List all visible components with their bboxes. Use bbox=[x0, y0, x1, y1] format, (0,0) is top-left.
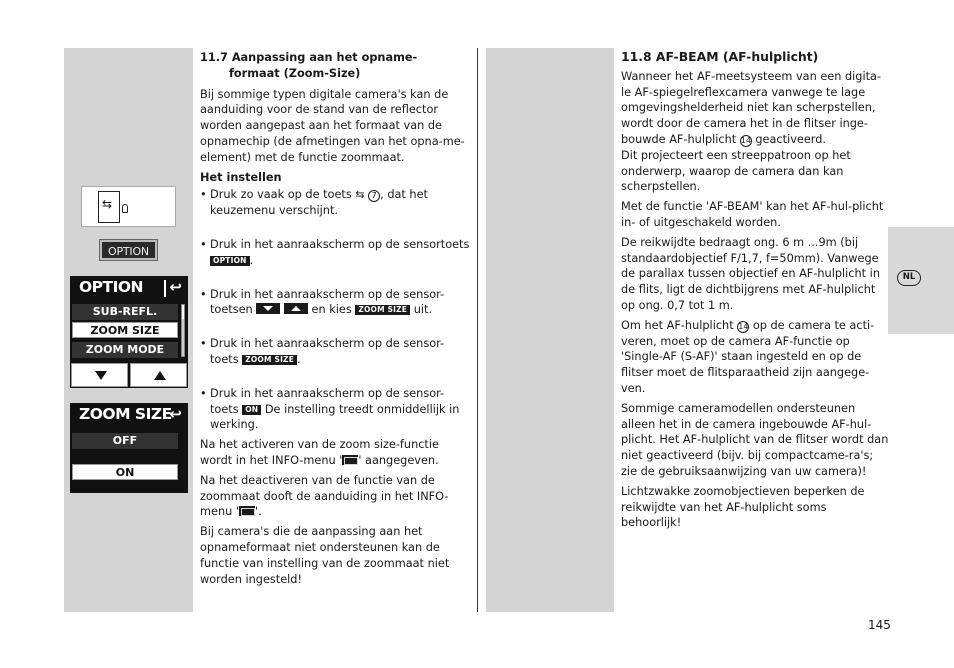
deactivate-paragraph: Na het deactiveren van de functie van de zoommaat dooft de aanduiding in het INFO-menu ' '. bbox=[200, 473, 449, 519]
return-icon[interactable]: ↩ bbox=[169, 405, 182, 423]
up-arrow-icon bbox=[154, 371, 166, 380]
intro-paragraph: Bij sommige typen digitale camera's kan de aanduiding voor de stand van de reflector worden aangepast aan het formaat van de opnamechip (de afmetingen van het opna-me-element) met de functie zoommaat. bbox=[200, 87, 465, 164]
panel-title: ZOOM SIZE bbox=[79, 405, 172, 423]
unsupported-paragraph: Bij camera's die de aanpassing aan het opnameformaat niet ondersteunen kan de functie van instelling van de zoommaat niet worden ingesteld! bbox=[200, 525, 450, 586]
zoom-size-info-icon bbox=[239, 506, 255, 516]
menu-item-zoom-size[interactable]: ZOOM SIZE bbox=[72, 322, 178, 338]
af-paragraph-6: Lichtzwakke zoomobjectieven beperken de reikwijdte van het AF-hulplicht soms behoorlijk! bbox=[621, 484, 865, 530]
return-icon[interactable]: ↩ bbox=[169, 278, 182, 296]
subheading: Het instellen bbox=[200, 170, 282, 184]
menu-item-off[interactable]: OFF bbox=[72, 433, 178, 449]
af-paragraph-1b: Dit projecteert een streeppatroon op het onderwerp, waarop de camera dan kan scherpstellen. bbox=[621, 148, 851, 194]
step-2: • Druk in het aanraakscherm op de sensortoets OPTION . bbox=[200, 237, 470, 269]
section-heading-11-7: 11.7 Aanpassing aan het opname- formaat (Zoom-Size) bbox=[200, 51, 418, 80]
title-separator bbox=[164, 280, 166, 297]
left-text-column bbox=[200, 50, 470, 591]
down-arrow-button[interactable] bbox=[71, 363, 128, 387]
option-menu-panel bbox=[70, 276, 188, 388]
activate-paragraph: Na het activeren van de zoom size-functie wordt in het INFO-menu ' ' aangegeven. bbox=[200, 438, 439, 467]
menu-item-zoom-mode[interactable]: ZOOM MODE bbox=[72, 342, 178, 358]
step-5: • Druk in het aanraakscherm op de sensor-toets ON De instelling treedt onmiddellijk in werking. bbox=[200, 386, 470, 433]
right-gray-margin bbox=[486, 48, 614, 612]
panel-title: OPTION bbox=[79, 278, 144, 296]
af-paragraph-2: Met de functie 'AF-BEAM' kan het AF-hul-plicht in- of uitgeschakeld worden. bbox=[621, 200, 884, 229]
down-key-icon bbox=[256, 303, 280, 314]
swap-arrows-icon: ⇆ bbox=[102, 197, 113, 211]
column-divider bbox=[477, 48, 478, 612]
af-paragraph-3: De reikwijdte bedraagt ong. 6 m ...9m (bij standaardobjectief F/1,7, f=50mm). Vanwege de parallax tussen objectief en AF-hulplicht in de flits, ligt de dichtbijgrens met AF-hulplicht op ong. 0,7 tot 1 m. bbox=[621, 235, 880, 312]
zoom-size-info-icon bbox=[342, 455, 358, 465]
key-icon bbox=[122, 204, 128, 213]
af-paragraph-4: Om het AF-hulplicht 14 op de camera te acti-veren, moet op de camera AF-functie op 'Single-AF (S-AF)' staan ingesteld en op de flitser moet de flitsparaatheid zijn aangege-ven. bbox=[621, 318, 875, 395]
menu-scrollbar[interactable] bbox=[181, 304, 185, 357]
step-4: • Druk in het aanraakscherm op de sensor-toets ZOOM SIZE . bbox=[200, 336, 470, 368]
swap-key-icon: ⇆ bbox=[355, 188, 365, 202]
step-3: • Druk in het aanraakscherm op de sensor-toetsen en kies ZOOM SIZE uit. bbox=[200, 287, 470, 319]
camera-key-illustration bbox=[81, 186, 176, 227]
reference-number: 7 bbox=[368, 190, 380, 202]
language-badge: NL bbox=[897, 270, 921, 286]
right-text-column bbox=[621, 49, 889, 535]
section-heading-11-8: 11.8 AF-BEAM (AF-hulplicht) bbox=[621, 49, 819, 64]
step-1: • Druk zo vaak op de toets ⇆ 7 , dat het keuzemenu verschijnt. bbox=[200, 187, 470, 219]
menu-item-on[interactable]: ON bbox=[72, 464, 178, 480]
zoom-size-chip: ZOOM SIZE bbox=[355, 305, 410, 315]
option-chip: OPTION bbox=[210, 256, 250, 266]
up-arrow-button[interactable] bbox=[130, 363, 187, 387]
on-chip: ON bbox=[242, 405, 261, 415]
down-arrow-icon bbox=[95, 371, 107, 380]
scrollbar-thumb[interactable] bbox=[182, 305, 184, 319]
zoom-size-chip: ZOOM SIZE bbox=[242, 355, 297, 365]
zoom-size-menu-panel bbox=[70, 403, 188, 493]
af-paragraph-1: Wanneer het AF-meetsysteem van een digita-le AF-spiegelreflexcamera vanwege te lage omgevingshelderheid niet kan scherpstellen, wordt door de camera het in de flitser inge-bouwde AF-hulplicht 14 geactiveerd. bbox=[621, 69, 882, 146]
reference-number: 14 bbox=[738, 321, 749, 331]
option-sensor-button[interactable]: OPTION bbox=[100, 240, 157, 260]
menu-item-sub-refl[interactable]: SUB-REFL. bbox=[72, 304, 178, 320]
page-number: 145 bbox=[868, 618, 891, 632]
reference-number: 14 bbox=[740, 135, 751, 145]
up-key-icon bbox=[284, 303, 308, 314]
af-paragraph-5: Sommige cameramodellen ondersteunen alleen het in de camera ingebouwde AF-hul-plicht. Het AF-hulplicht van de flitser wordt dan niet geactiveerd (bijv. bij compactcame-ra's; zie de gebruiksaanwijzing van uw camera)! bbox=[621, 401, 889, 478]
